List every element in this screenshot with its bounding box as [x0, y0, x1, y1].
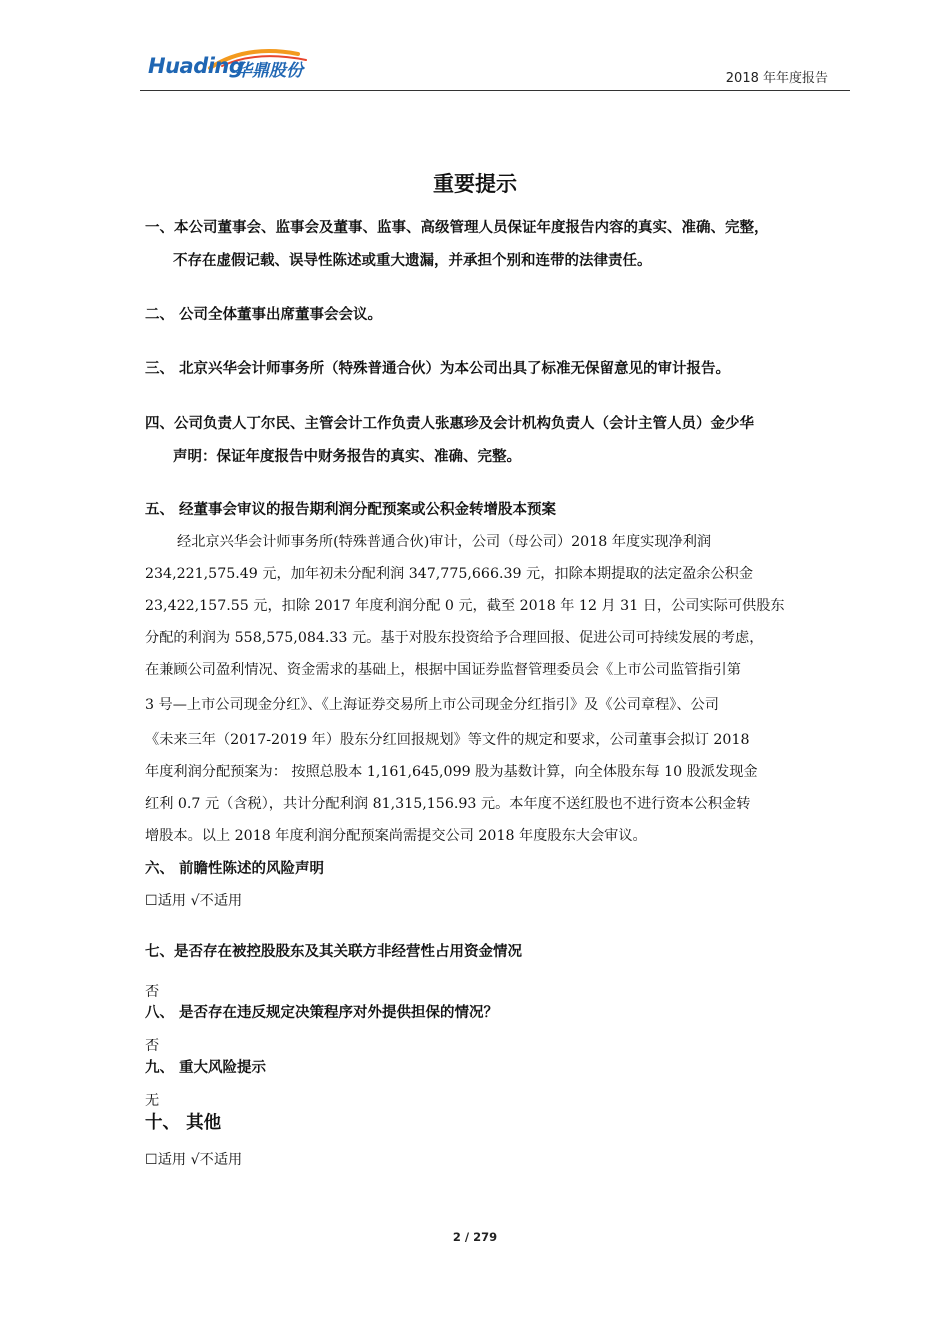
page-number: 2 / 279 [452, 1230, 498, 1244]
page-title: 重要提示 [433, 172, 517, 196]
section-1-line-1: 一、本公司董事会、监事会及董事、监事、高级管理人员保证年度报告内容的真实、准确、完整， [145, 220, 769, 236]
section-3: 三、 北京兴华会计师事务所（特殊普通合伙）为本公司出具了标准无保留意见的审计报告。 [145, 361, 731, 377]
section-5-body-line: 增股本。以上 2018 年度利润分配预案尚需提交公司 2018 年度股东大会审议。 [145, 828, 647, 844]
huading-logo [148, 42, 328, 82]
section-10-applicability: ☐适用 √不适用 [145, 1152, 243, 1168]
section-6-applicability: ☐适用 √不适用 [145, 893, 243, 909]
section-4-line-2: 声明：保证年度报告中财务报告的真实、准确、完整。 [173, 449, 521, 465]
section-5-body-line: 3 号—上市公司现金分红》、《上海证券交易所上市公司现金分红指引》及《公司章程》、公司 [145, 697, 719, 713]
section-5-heading: 五、 经董事会审议的报告期利润分配预案或公积金转增股本预案 [145, 502, 557, 518]
section-5-body-line: 年度利润分配预案为： 按照总股本 1,161,645,099 股为基数计算，向全体股东每 10 股派发现金 [145, 764, 758, 780]
section-7-answer: 否 [145, 984, 160, 1000]
section-5-body-line: 234,221,575.49 元，加年初未分配利润 347,775,666.39 元，扣除本期提取的法定盈余公积金 [145, 566, 754, 582]
section-9-heading: 九、 重大风险提示 [145, 1060, 267, 1076]
section-10-heading: 十、 其他 [145, 1113, 222, 1133]
report-title: 2018 年年度报告 [725, 71, 828, 86]
section-5-body-line: 在兼顾公司盈利情况、资金需求的基础上，根据中国证券监督管理委员会《上市公司监管指引第 [145, 662, 741, 678]
section-1-line-2: 不存在虚假记载、误导性陈述或重大遗漏，并承担个别和连带的法律责任。 [173, 253, 652, 269]
section-2: 二、 公司全体董事出席董事会会议。 [145, 307, 383, 323]
section-8-answer: 否 [145, 1038, 160, 1054]
section-5-body-line: 经北京兴华会计师事务所(特殊普通合伙)审计，公司（母公司）2018 年度实现净利润 [177, 534, 712, 550]
logo-chinese-text: 华鼎股份 [235, 61, 303, 81]
page-header [140, 40, 850, 91]
section-7-heading: 七、是否存在被控股股东及其关联方非经营性占用资金情况 [145, 944, 522, 960]
section-5-body-line: 分配的利润为 558,575,084.33 元。基于对股东投资给予合理回报、促进公司可持续发展的考虑， [145, 630, 764, 646]
section-5-body-line: 23,422,157.55 元，扣除 2017 年度利润分配 0 元，截至 2018 年 12 月 31 日，公司实际可供股东 [145, 598, 785, 614]
section-5-body-line: 《未来三年（2017-2019 年）股东分红回报规划》等文件的规定和要求，公司董事会拟订 2018 [145, 732, 750, 748]
section-6-heading: 六、 前瞻性陈述的风险声明 [145, 861, 325, 877]
section-4-line-1: 四、公司负责人丁尔民、主管会计工作负责人张惠珍及会计机构负责人（会计主管人员）金少华 [145, 416, 754, 432]
section-5-body-line: 红利 0.7 元（含税），共计分配利润 81,315,156.93 元。本年度不送红股也不进行资本公积金转 [145, 796, 751, 812]
logo-english-text: Huading [148, 54, 244, 78]
section-8-heading: 八、 是否存在违反规定决策程序对外提供担保的情况？ [145, 1005, 499, 1021]
section-9-answer: 无 [145, 1093, 160, 1109]
